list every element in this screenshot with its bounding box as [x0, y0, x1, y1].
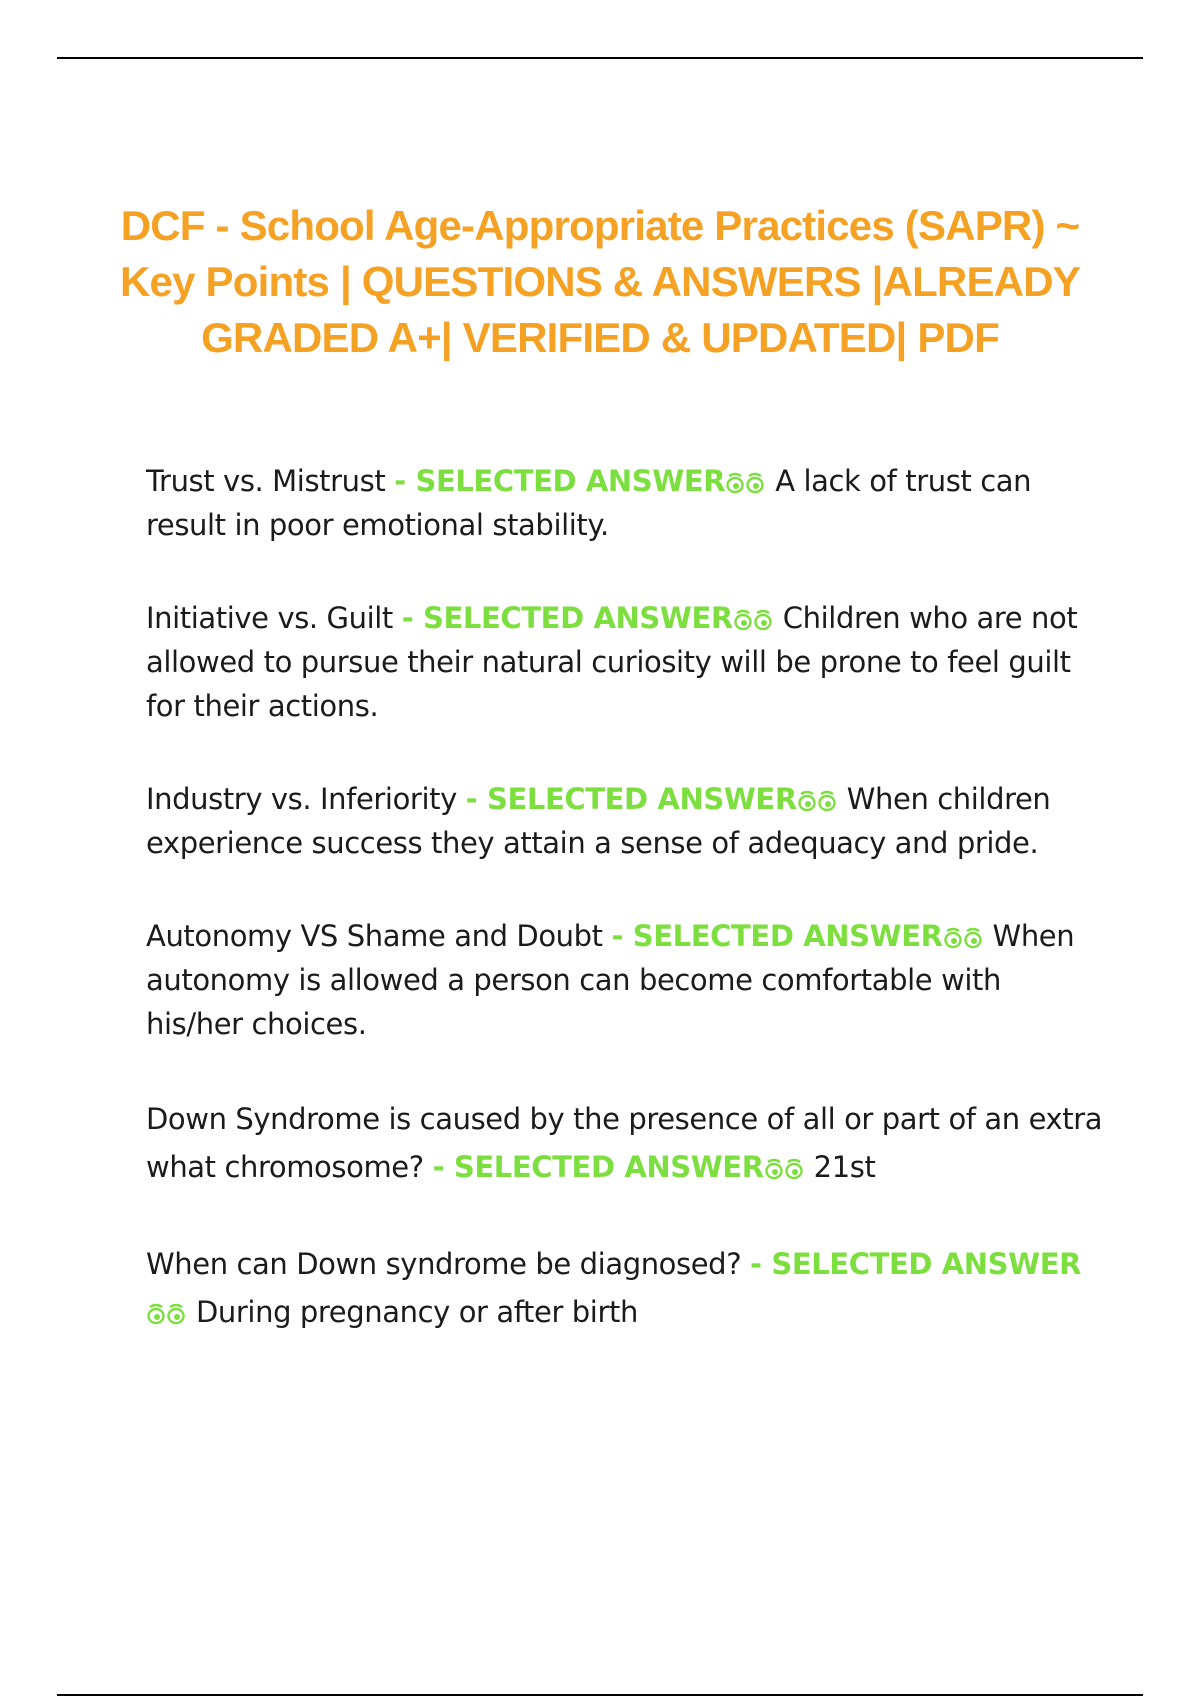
qa-item: [146, 459, 1106, 547]
document-title: DCF - School Age-Appropriate Practices (SAPR) ~ Key Points | QUESTIONS & ANSWERS |ALREADY GRADED A+| VERIFIED & UPDATED| PDF: [120, 202, 1080, 361]
selected-answer-marker: - SELECTED ANSWER: [394, 464, 726, 498]
selected-answer-marker: - SELECTED ANSWER: [465, 782, 797, 816]
question-text: Initiative vs. Guilt: [146, 601, 402, 635]
answer-text: During pregnancy or after birth: [196, 1295, 638, 1329]
selected-answer-marker: - SELECTED ANSWER: [611, 919, 943, 953]
answer-text: Children who are not allowed to pursue their natural curiosity will be prone to feel guilt for their actions.: [146, 601, 1078, 723]
question-text: Autonomy VS Shame and Doubt: [146, 919, 612, 953]
question-text: When can Down syndrome be diagnosed?: [146, 1247, 750, 1281]
question-text: Down Syndrome is caused by the presence of all or part of an extra what chromosome?: [146, 1102, 1103, 1184]
answer-text: A lack of trust can result in poor emotional stability.: [146, 464, 1032, 542]
eyes-icon: [764, 1158, 804, 1180]
eyes-icon: [146, 1303, 186, 1325]
answer-text: 21st: [813, 1150, 876, 1184]
answer-text: When children experience success they attain a sense of adequacy and pride.: [146, 782, 1051, 860]
question-text: Trust vs. Mistrust: [146, 464, 395, 498]
qa-item: [146, 777, 1106, 865]
selected-answer-marker: - SELECTED ANSWER: [401, 601, 733, 635]
top-rule: [57, 57, 1143, 59]
selected-answer-marker: - SELECTED ANSWER: [432, 1150, 764, 1184]
qa-item: [146, 1240, 1106, 1336]
bottom-rule: [57, 1694, 1143, 1696]
qa-item: [146, 596, 1106, 728]
question-text: Industry vs. Inferiority: [146, 782, 466, 816]
qa-item: [146, 1095, 1106, 1191]
eyes-icon: [943, 927, 983, 949]
qa-item: [146, 914, 1106, 1046]
selected-answer-marker: - SELECTED ANSWER: [750, 1247, 1082, 1281]
eyes-icon: [733, 609, 773, 631]
qa-list: [146, 459, 1106, 1336]
eyes-icon: [725, 472, 765, 494]
answer-text: When autonomy is allowed a person can become comfortable with his/her choices.: [146, 919, 1075, 1041]
eyes-icon: [797, 790, 837, 812]
